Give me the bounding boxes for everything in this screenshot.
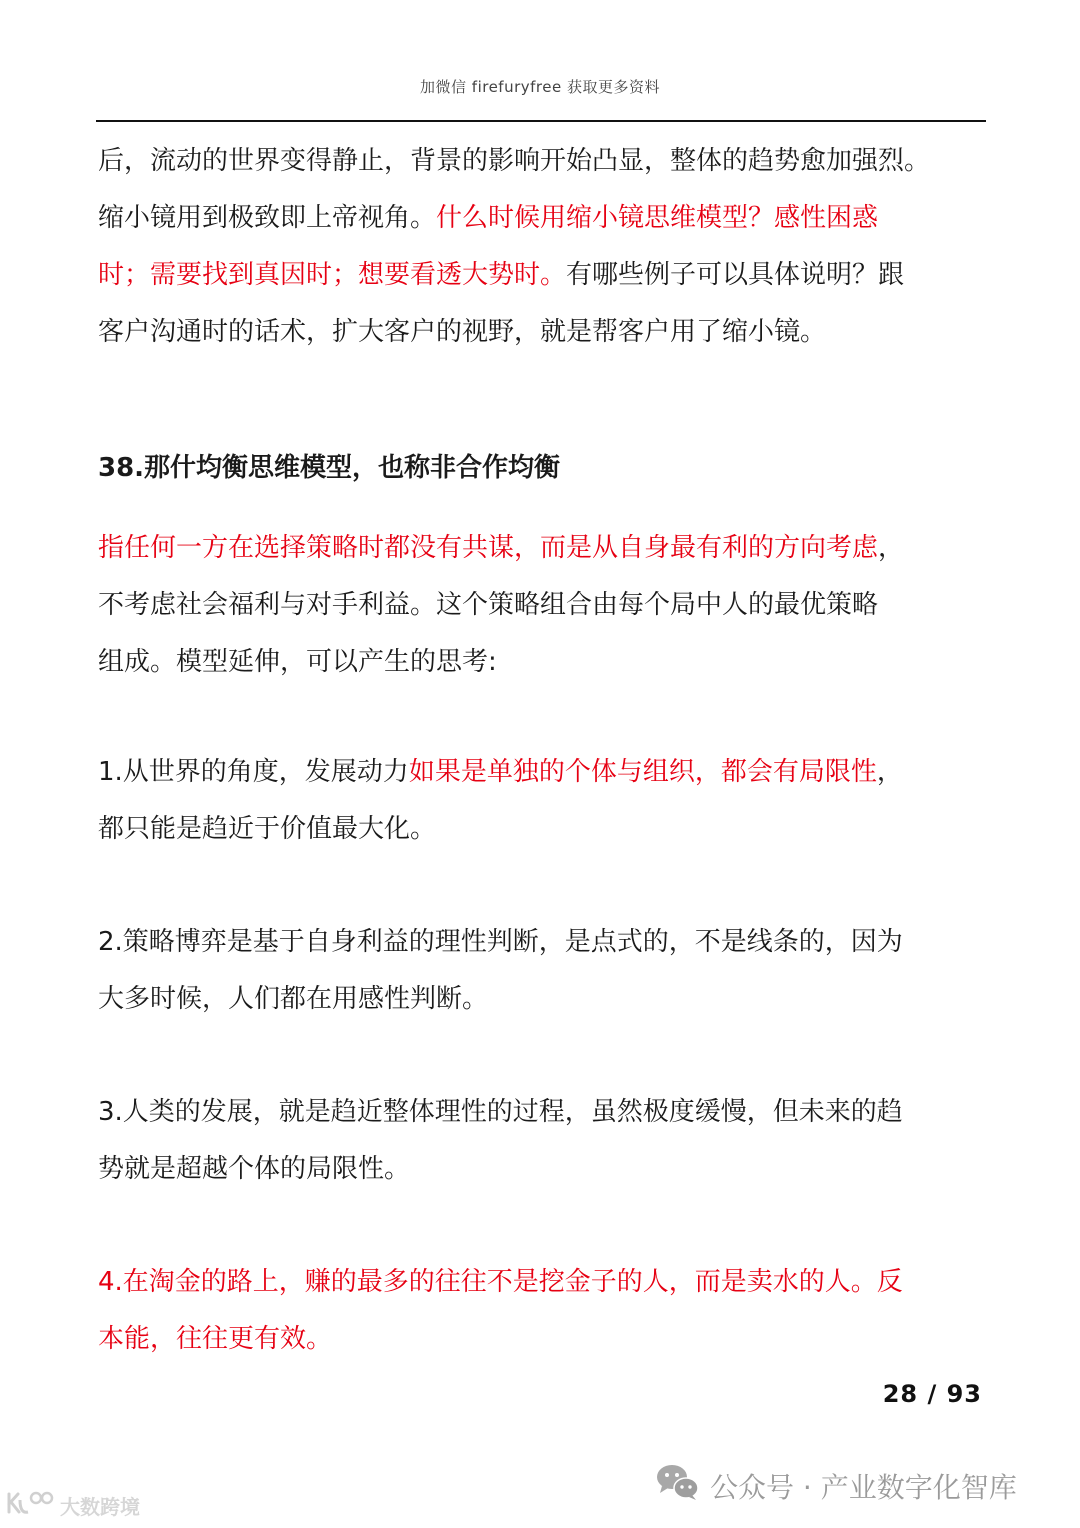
logo-watermark [6, 1490, 140, 1521]
definition-line [98, 634, 986, 691]
point-line [98, 801, 986, 858]
definition-line [98, 520, 986, 577]
section-heading: 38.那什均衡思维模型，也称非合作均衡 [98, 453, 561, 483]
text-span: 都只能是趋近于价值最大化。 [98, 814, 437, 844]
point-line [98, 1254, 986, 1311]
point-line [98, 1141, 986, 1198]
highlight-span: 什么时候用缩小镜思维模型？感性困惑 [436, 203, 879, 233]
highlight-span: 指任何一方在选择策略时都没有共谋，而是从自身最有利的方向考虑 [98, 533, 879, 563]
point-line [98, 914, 986, 971]
point-line [98, 1311, 986, 1368]
definition-paragraph [98, 520, 986, 691]
intro-line [98, 133, 986, 190]
highlight-span: 本能，往往更有效。 [98, 1324, 333, 1354]
text-span: 3.人类的发展，就是趋近整体理性的过程，虽然极度缓慢，但未来的趋 [98, 1097, 903, 1127]
wechat-icon [656, 1462, 700, 1509]
text-span: 不考虑社会福利与对手利益。这个策略组合由每个局中人的最优策略 [98, 590, 879, 620]
text-span: ， [876, 757, 903, 787]
point-1 [98, 744, 986, 858]
text-span: 客户沟通时的话术，扩大客户的视野，就是帮客户用了缩小镜。 [98, 317, 827, 347]
point-4 [98, 1254, 986, 1368]
definition-line [98, 577, 986, 634]
text-span: 大多时候，人们都在用感性判断。 [98, 984, 489, 1014]
intro-line [98, 247, 986, 304]
logo-text: 大数跨境 [60, 1495, 140, 1519]
highlight-span: 时；需要找到真因时；想要看透大势时。 [98, 260, 567, 290]
point-3 [98, 1084, 986, 1198]
highlight-span: 如果是单独的个体与组织，都会有局限性 [408, 757, 877, 787]
point-line [98, 1084, 986, 1141]
intro-paragraph [98, 133, 986, 361]
wechat-watermark-text: 公众号 · 产业数字化智库 [710, 1470, 1017, 1504]
logo-mark-icon [6, 1490, 54, 1521]
text-span: 2.策略博弈是基于自身利益的理性判断，是点式的，不是线条的，因为 [98, 927, 903, 957]
point-line [98, 744, 986, 801]
text-span: ， [878, 533, 905, 563]
text-span: 1.从世界的角度，发展动力 [98, 757, 409, 787]
point-line [98, 971, 986, 1028]
text-span: 势就是超越个体的局限性。 [98, 1154, 411, 1184]
point-2 [98, 914, 986, 1028]
text-span: 有哪些例子可以具体说明？跟 [566, 260, 905, 290]
intro-line [98, 190, 986, 247]
text-span: 缩小镜用到极致即上帝视角。 [98, 203, 437, 233]
page-number: 28 / 93 [882, 1380, 982, 1408]
header-watermark-text: 加微信 firefuryfree 获取更多资料 [420, 78, 660, 96]
wechat-watermark [656, 1462, 1017, 1509]
text-span: 后，流动的世界变得静止，背景的影响开始凸显，整体的趋势愈加强烈。 [98, 146, 931, 176]
text-span: 组成。模型延伸，可以产生的思考: [98, 647, 497, 677]
highlight-span: 4.在淘金的路上，赚的最多的往往不是挖金子的人，而是卖水的人。反 [98, 1267, 903, 1297]
header-divider [96, 120, 986, 122]
intro-line [98, 304, 986, 361]
